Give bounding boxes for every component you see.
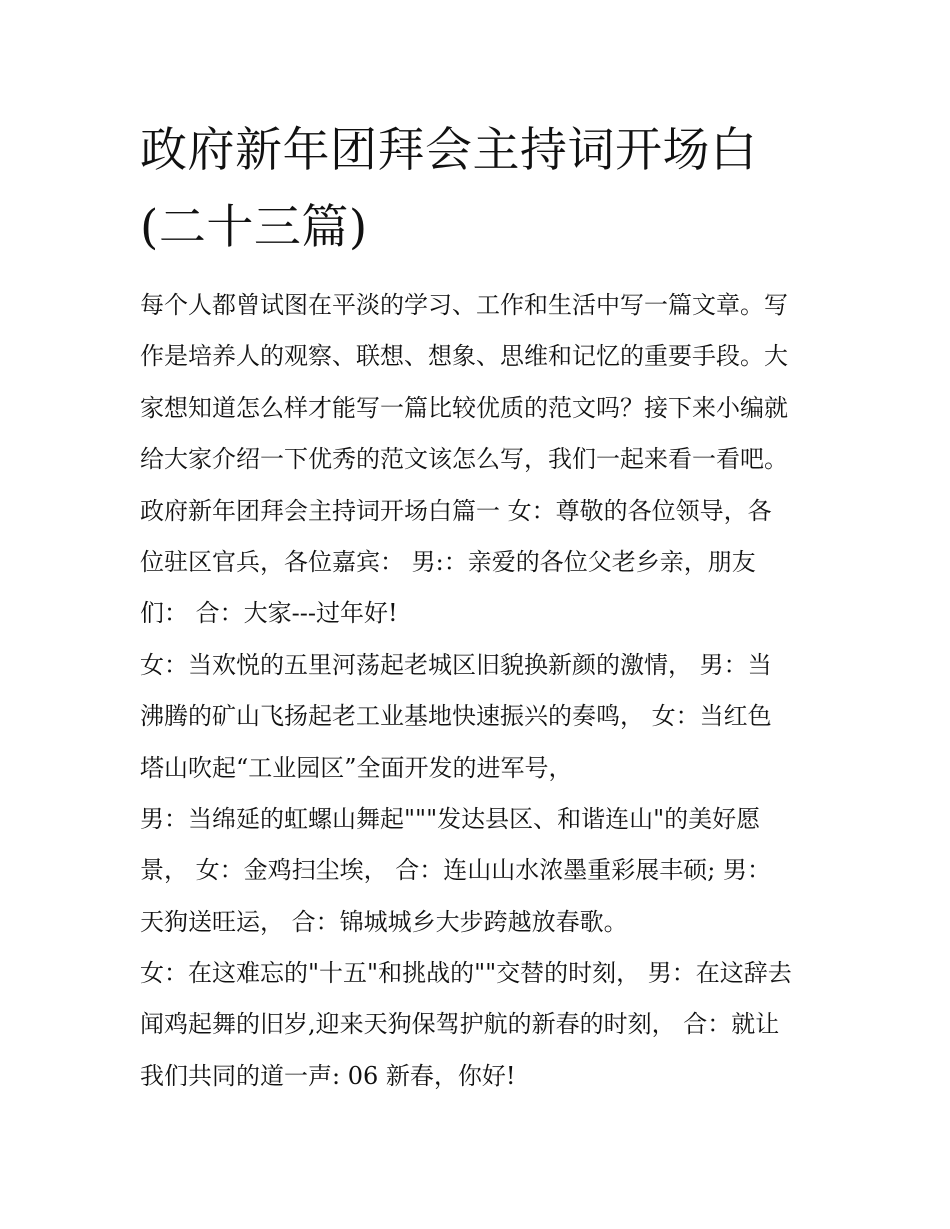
- body-line: 沸腾的矿山飞扬起老工业基地快速振兴的奏鸣， 女：当红色: [140, 702, 772, 731]
- title-line-2: (二十三篇): [140, 200, 368, 255]
- body-line: 作是培养人的观察、联想、想象、思维和记忆的重要手段。大: [140, 342, 788, 371]
- document-title: [140, 112, 840, 266]
- body-line: 男：当绵延的虹螺山舞起"""发达县区、和谐连山"的美好愿: [140, 804, 761, 833]
- body-line: 政府新年团拜会主持词开场白篇一 女：尊敬的各位领导，各: [140, 496, 772, 525]
- body-line: 位驻区官兵，各位嘉宾： 男:：亲爱的各位父老乡亲，朋友: [140, 547, 756, 576]
- body-line: 闻鸡起舞的旧岁,迎来天狗保驾护航的新春的时刻， 合：就让: [140, 1010, 780, 1039]
- body-line: 家想知道怎么样才能写一篇比较优质的范文吗？接下来小编就: [140, 393, 788, 422]
- body-line: 女：在这难忘的"十五"和挑战的""交替的时刻， 男：在这辞去: [140, 959, 792, 988]
- body-line: 女：当欢悦的五里河荡起老城区旧貌换新颜的激情， 男：当: [140, 650, 772, 679]
- body-line: 给大家介绍一下优秀的范文该怎么写，我们一起来看一看吧。: [140, 445, 788, 474]
- body-line: 每个人都曾试图在平淡的学习、工作和生活中写一篇文章。写: [140, 291, 788, 319]
- body-line: 我们共同的道一声: 06 新春，你好!: [140, 1061, 516, 1090]
- title-line-1: 政府新年团拜会主持词开场白: [140, 123, 758, 178]
- body-line: 塔山吹起“工业园区”全面开发的进军号，: [140, 753, 573, 782]
- body-line: 景， 女：金鸡扫尘埃， 合：连山山水浓墨重彩展丰硕; 男：: [140, 856, 771, 885]
- body-line: 天狗送旺运， 合：锦城城乡大步跨越放春歌。: [140, 907, 628, 936]
- body-line: 们： 合：大家---过年好!: [140, 599, 398, 628]
- document-body: [140, 280, 840, 1102]
